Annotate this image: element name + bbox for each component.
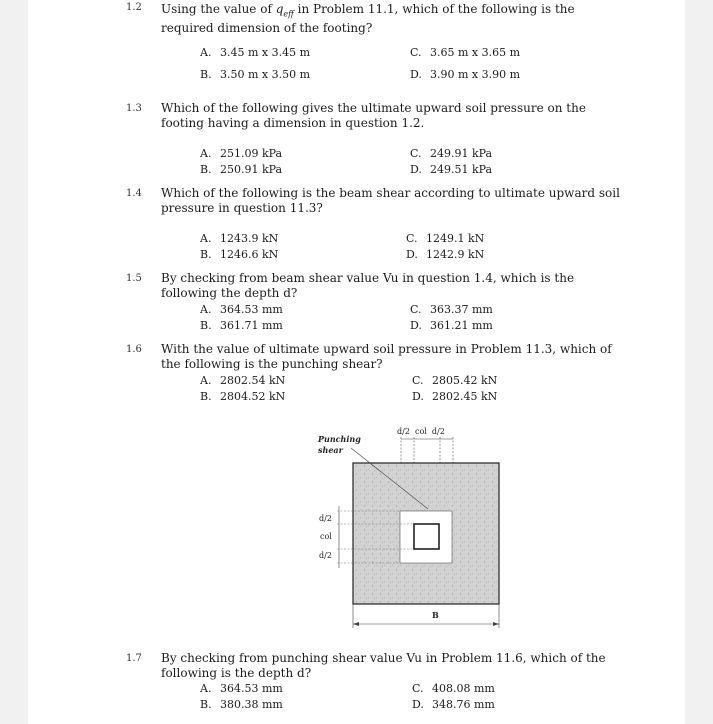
- question-number: 1.3: [126, 103, 142, 114]
- option-d[interactable]: D. 361.21 mm: [410, 319, 493, 332]
- option-d[interactable]: D. 2802.45 kN: [412, 390, 498, 403]
- option-c[interactable]: C. 2805.42 kN: [412, 374, 498, 387]
- option-c[interactable]: C. 249.91 kPa: [410, 147, 493, 160]
- option-b[interactable]: B. 1246.6 kN: [200, 248, 279, 261]
- question-number: 1.5: [126, 273, 142, 284]
- option-a[interactable]: A. 251.09 kPa: [200, 147, 283, 160]
- option-a[interactable]: A. 364.53 mm: [200, 682, 283, 695]
- option-a[interactable]: A. 364.53 mm: [200, 303, 283, 316]
- left-label-top: d/2: [319, 514, 332, 523]
- left-label-bot: d/2: [319, 551, 332, 560]
- option-b[interactable]: B. 250.91 kPa: [200, 163, 283, 176]
- column-square: [414, 524, 439, 549]
- question-text: Using the value of $q_{eff}$ in Problem 11.1, which of the following is the required dimension of the footing?: [161, 2, 575, 36]
- question-text: Which of the following is the beam shear according to ultimate upward soil pressure in question 11.3?: [161, 186, 620, 215]
- option-d[interactable]: D. 249.51 kPa: [410, 163, 493, 176]
- option-b[interactable]: B. 380.38 mm: [200, 698, 283, 711]
- question-number: 1.7: [126, 653, 142, 664]
- question-text: By checking from punching shear value Vu in Problem 11.6, which of the following is the depth d?: [161, 651, 606, 680]
- option-c[interactable]: C. 1249.1 kN: [406, 232, 485, 245]
- figure-title-line2: shear: [318, 445, 343, 455]
- question-number: 1.4: [126, 188, 142, 199]
- arrowhead: [353, 622, 359, 626]
- option-a[interactable]: A. 1243.9 kN: [200, 232, 279, 245]
- bottom-label: B: [432, 610, 439, 620]
- question-number: 1.6: [126, 344, 142, 355]
- question-text: By checking from beam shear value Vu in question 1.4, which is the following the depth d?: [161, 271, 575, 300]
- option-c[interactable]: C. 408.08 mm: [412, 682, 495, 695]
- question-number: 1.2: [126, 2, 142, 13]
- option-b[interactable]: B. 2804.52 kN: [200, 390, 286, 403]
- option-a[interactable]: A. 2802.54 kN: [200, 374, 286, 387]
- question-text: Which of the following gives the ultimate upward soil pressure on the footing having a dimension in question 1.2.: [161, 101, 586, 130]
- punching-shear-diagram: [283, 424, 503, 630]
- option-d[interactable]: D. 348.76 mm: [412, 698, 495, 711]
- figure-title-line1: Punching: [318, 434, 361, 444]
- top-dimension-label: d/2 col d/2: [397, 427, 445, 436]
- question-text: With the value of ultimate upward soil pressure in Problem 11.3, which of the following is the punching shear?: [161, 342, 612, 371]
- option-b[interactable]: B. 361.71 mm: [200, 319, 283, 332]
- left-label-mid: col: [320, 532, 332, 541]
- option-c[interactable]: C. 363.37 mm: [410, 303, 493, 316]
- option-b[interactable]: B. 3.50 m x 3.50 m: [200, 68, 311, 81]
- document-page: [28, 0, 685, 724]
- option-c[interactable]: C. 3.65 m x 3.65 m: [410, 46, 521, 59]
- option-a[interactable]: A. 3.45 m x 3.45 m: [200, 46, 311, 59]
- arrowhead: [493, 622, 499, 626]
- diagram-svg: [283, 424, 503, 630]
- option-d[interactable]: D. 1242.9 kN: [406, 248, 485, 261]
- option-d[interactable]: D. 3.90 m x 3.90 m: [410, 68, 521, 81]
